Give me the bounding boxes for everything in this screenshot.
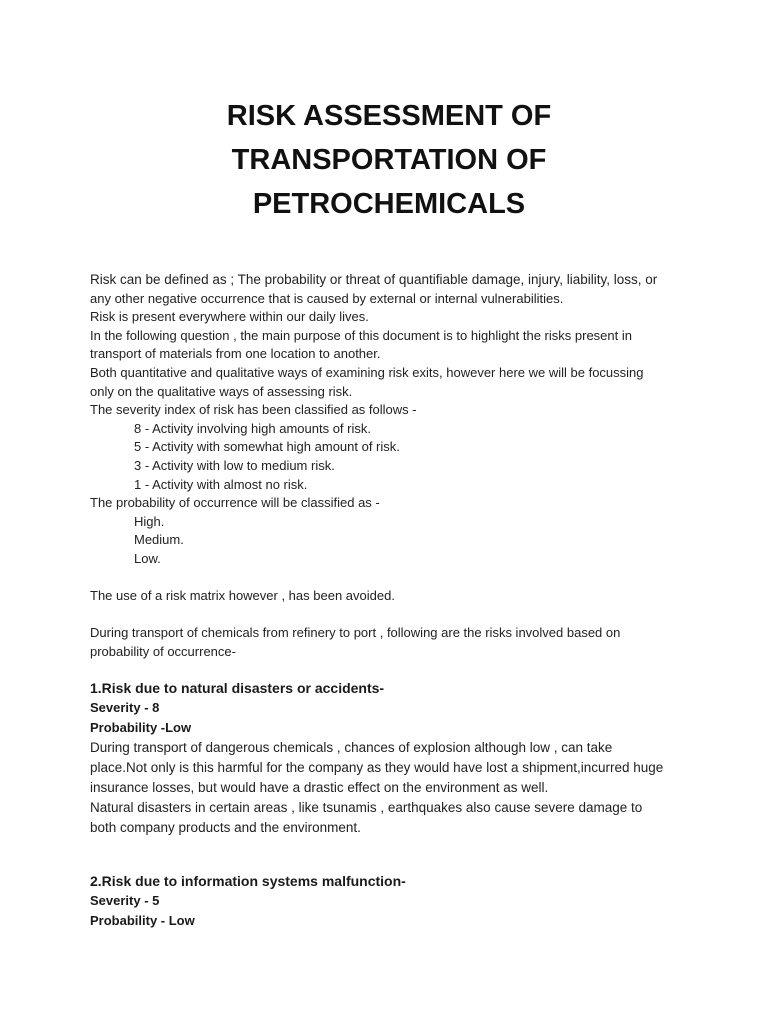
section-line: insurance losses, but would have a drastic effect on the environment as well. [90, 780, 549, 796]
transport-line: probability of occurrence- [90, 643, 236, 659]
section-probability: Probability - Low [90, 913, 195, 929]
paragraph-gap [90, 569, 688, 588]
probability-heading: The probability of occurrence will be classified as - [90, 495, 380, 511]
section-severity: Severity - 5 [90, 893, 160, 909]
section-severity: Severity - 8 [90, 700, 160, 716]
intro-line: The severity index of risk has been classified as follows - [90, 402, 417, 418]
risk-section-1 [90, 678, 688, 837]
section-line: During transport of dangerous chemicals , chances of explosion although low , can take [90, 740, 613, 756]
intro-line: any other negative occurrence that is caused by external or internal vulnerabilities. [90, 290, 564, 306]
severity-item: 1 - Activity with almost no risk. [134, 476, 308, 492]
title-line: PETROCHEMICALS [252, 188, 526, 220]
matrix-note: The use of a risk matrix however , has been avoided. [90, 588, 395, 604]
title-line: RISK ASSESSMENT OF [226, 100, 552, 132]
probability-item: Low. [134, 550, 161, 566]
intro-line: In the following question , the main purpose of this document is to highlight the risks present in [90, 327, 632, 343]
section-body [90, 738, 688, 837]
paragraph-gap [90, 606, 688, 625]
intro-line: Risk is present everywhere within our daily lives. [90, 309, 369, 325]
probability-item: High. [134, 513, 165, 529]
intro-line: Both quantitative and qualitative ways of examining risk exits, however here we will be focussing [90, 364, 644, 380]
severity-item: 5 - Activity with somewhat high amount of risk. [134, 439, 400, 455]
section-heading: 1.Risk due to natural disasters or accidents- [90, 680, 385, 697]
section-line: both company products and the environment. [90, 819, 361, 835]
intro-line: only on the qualitative ways of assessing risk. [90, 383, 353, 399]
section-heading: 2.Risk due to information systems malfunction- [90, 873, 406, 890]
section-probability: Probability -Low [90, 720, 192, 736]
transport-line: During transport of chemicals from refinery to port , following are the risks involved based on [90, 625, 621, 641]
section-line: place.Not only is this harmful for the company as they would have lost a shipment,incurred huge [90, 760, 664, 776]
probability-item: Medium. [134, 532, 184, 548]
document-title [90, 0, 688, 226]
severity-item: 3 - Activity with low to medium risk. [134, 457, 335, 473]
section-line: Natural disasters in certain areas , like tsunamis , earthquakes also cause severe damage to [90, 799, 643, 815]
intro-line: transport of materials from one location to another. [90, 346, 381, 362]
risk-section-2 [90, 871, 688, 931]
intro-line: Risk can be defined as ; The probability or threat of quantifiable damage, injury, liability, loss, or [90, 272, 658, 287]
severity-item: 8 - Activity involving high amounts of risk. [134, 420, 371, 436]
title-line: TRANSPORTATION OF [231, 144, 547, 176]
intro-text [90, 271, 688, 661]
